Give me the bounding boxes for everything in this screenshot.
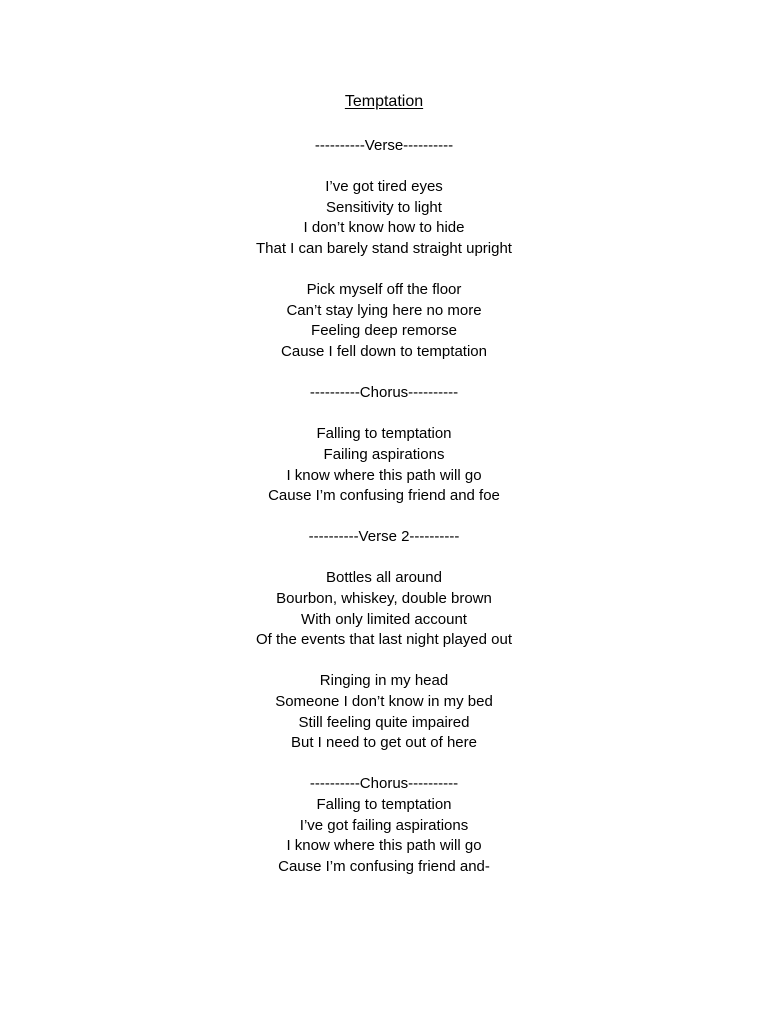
lyric-line: Falling to temptation [316, 425, 452, 443]
lyric-line: Bottles all around [326, 569, 442, 587]
stanza [0, 383, 768, 404]
lyrics-body [0, 136, 768, 877]
section-heading: ----------Verse---------- [314, 137, 454, 154]
stanza [0, 568, 768, 650]
lyric-line: I’ve got tired eyes [325, 178, 443, 196]
stanza-gap [0, 754, 768, 775]
stanza-gap [0, 651, 768, 672]
stanza-gap [0, 260, 768, 281]
stanza [0, 424, 768, 506]
lyric-line: I don’t know how to hide [303, 219, 465, 237]
stanza-gap [0, 363, 768, 384]
lyric-line: I know where this path will go [286, 837, 482, 855]
stanza-gap [0, 548, 768, 569]
lyric-line: Failing aspirations [323, 445, 445, 463]
stanza [0, 280, 768, 362]
lyric-line: With only limited account [301, 610, 467, 628]
lyric-line: Still feeling quite impaired [298, 713, 470, 731]
stanza [0, 527, 768, 548]
lyric-line: Cause I’m confusing friend and- [278, 857, 490, 875]
lyric-line: Sensitivity to light [326, 198, 442, 216]
stanza [0, 177, 768, 259]
stanza-gap [0, 404, 768, 425]
stanza-gap [0, 507, 768, 528]
section-heading: ----------Verse 2---------- [308, 528, 460, 546]
stanza [0, 136, 768, 157]
stanza [0, 671, 768, 753]
lyric-line: But I need to get out of here [291, 734, 477, 752]
lyric-line: Bourbon, whiskey, double brown [276, 590, 492, 608]
lyric-line: That I can barely stand straight upright [256, 239, 512, 257]
page-title: Temptation [344, 93, 424, 110]
lyric-line: I’ve got failing aspirations [299, 816, 469, 834]
lyric-line: Pick myself off the floor [306, 281, 462, 299]
lyric-line: Feeling deep remorse [311, 322, 457, 340]
stanza-gap [0, 157, 768, 178]
section-heading: ----------Chorus---------- [309, 384, 459, 402]
lyric-line: Cause I fell down to temptation [281, 342, 487, 360]
lyric-line: Someone I don’t know in my bed [275, 693, 493, 711]
lyric-line: Cause I’m confusing friend and foe [268, 487, 500, 505]
lyric-line: Ringing in my head [319, 672, 449, 690]
lyric-line: Falling to temptation [316, 796, 452, 813]
lyric-line: Can’t stay lying here no more [286, 301, 482, 319]
stanza [0, 774, 768, 877]
section-heading: ----------Chorus---------- [309, 775, 459, 793]
lyric-line: I know where this path will go [286, 466, 482, 484]
lyric-line: Of the events that last night played out [256, 631, 512, 649]
